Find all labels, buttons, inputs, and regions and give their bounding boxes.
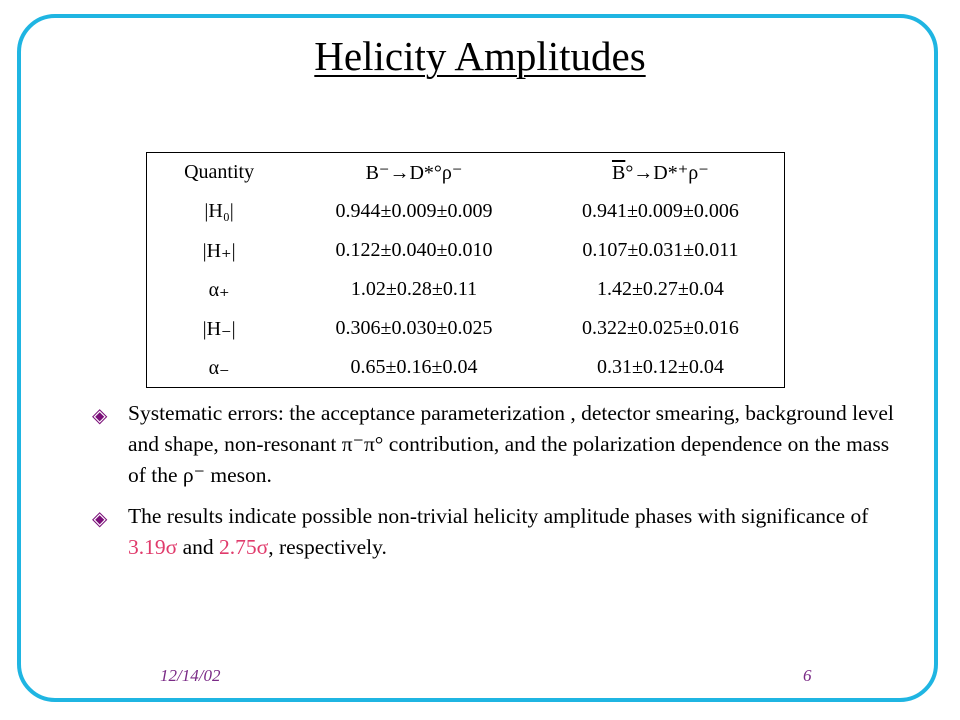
quantity-cell: |H₋| (202, 318, 236, 340)
diamond-bullet-icon: ◈ (92, 403, 108, 427)
bullet-results (90, 501, 910, 563)
footer-date: 12/14/02 (160, 666, 221, 685)
b-zero-value: 0.322±0.025±0.016 (581, 317, 739, 339)
b-minus-value: 0.944±0.009±0.009 (335, 200, 493, 222)
bullet-text-after: , respectively. (268, 535, 387, 559)
b-zero-value: 0.941±0.009±0.006 (581, 200, 739, 222)
b-zero-value: 0.31±0.12±0.04 (596, 356, 724, 378)
bullet-list (90, 398, 910, 573)
bullet-systematic-errors (90, 398, 910, 491)
b-minus-value: 0.306±0.030±0.025 (335, 317, 493, 339)
table-row (147, 270, 785, 309)
page-number: 6 (803, 666, 812, 685)
quantity-cell: |H₀| (204, 200, 234, 222)
quantity-cell: α₊ (208, 279, 230, 301)
diamond-bullet-icon: ◈ (92, 506, 108, 530)
bullet-text-before: The results indicate possible non-trivial helicity amplitude phases with significance of (128, 504, 869, 528)
b-zero-value: 1.42±0.27±0.04 (596, 278, 724, 300)
b-bar: $\overline{B}$ (611, 162, 626, 184)
quantity-cell: |H₊| (202, 240, 236, 262)
table-row (147, 192, 785, 231)
header-quantity: Quantity (184, 161, 255, 183)
table-row (147, 231, 785, 270)
helicity-table (146, 152, 785, 388)
bullet-text: Systematic errors: the acceptance parameterization , detector smearing, background level and shape, non-resonant π⁻π° contribution, and the polarization dependence on the mass of the ρ⁻ meson. (128, 401, 894, 487)
b-minus-value: 0.65±0.16±0.04 (350, 356, 478, 378)
significance-value-1: 3.19σ (128, 535, 178, 559)
header-b-zero (537, 153, 785, 193)
table-row (147, 348, 785, 388)
bullet-text-middle: and (177, 535, 220, 559)
table-row (147, 309, 785, 348)
header-b-minus: B⁻→D*°ρ⁻ (365, 162, 463, 184)
b-minus-value: 0.122±0.040±0.010 (335, 239, 493, 261)
b-minus-value: 1.02±0.28±0.11 (350, 278, 478, 300)
b-zero-value: 0.107±0.031±0.011 (582, 239, 739, 261)
slide-title: Helicity Amplitudes (314, 33, 646, 79)
header-b-zero-rest: °→D*⁺ρ⁻ (625, 162, 709, 184)
quantity-cell: α₋ (208, 357, 230, 379)
table-header-row (147, 153, 785, 193)
significance-value-2: 2.75σ (219, 535, 269, 559)
